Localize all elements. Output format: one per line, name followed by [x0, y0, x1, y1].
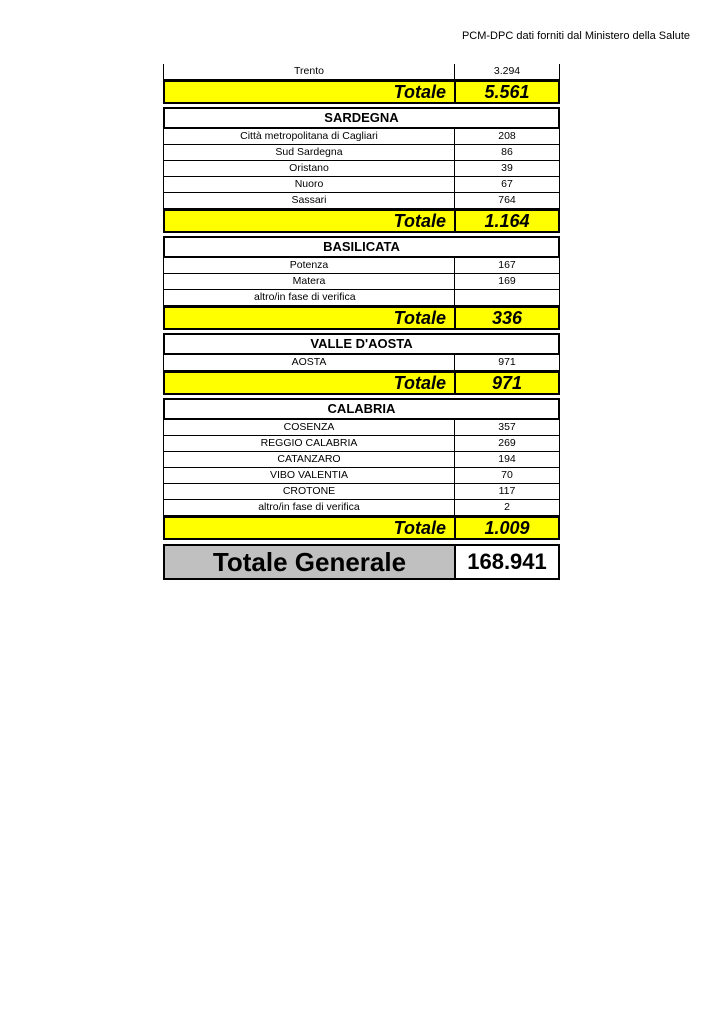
- table-row: [163, 274, 560, 290]
- total-value: 971: [491, 373, 523, 393]
- region-total-row: [163, 371, 560, 395]
- table-row: [163, 468, 560, 484]
- province-name: altro/in fase di verifica: [164, 290, 455, 305]
- table-row: [163, 177, 560, 193]
- province-name: Oristano: [164, 161, 455, 176]
- table-row: [163, 145, 560, 161]
- table-row: [163, 290, 560, 306]
- grand-total-label: Totale Generale: [165, 546, 456, 578]
- total-label: Totale: [165, 308, 456, 328]
- region-total-row: [163, 306, 560, 330]
- region-header-sardegna: SARDEGNA: [163, 107, 560, 129]
- total-label: Totale: [165, 82, 456, 102]
- province-value: 39: [501, 162, 513, 174]
- province-value: 194: [498, 453, 516, 465]
- province-value: 86: [501, 146, 513, 158]
- province-value: 357: [498, 421, 516, 433]
- grand-total-row: [163, 544, 560, 580]
- province-name: Città metropolitana di Cagliari: [164, 129, 455, 144]
- province-value: 208: [498, 130, 516, 142]
- region-total-row: [163, 80, 560, 104]
- total-value: 1.164: [484, 211, 530, 231]
- table-row: [163, 258, 560, 274]
- cases-table: [163, 64, 560, 580]
- table-row: [163, 452, 560, 468]
- total-value: 336: [491, 308, 523, 328]
- province-value: 2: [504, 501, 510, 513]
- table-row: [163, 484, 560, 500]
- province-name: AOSTA: [164, 355, 455, 370]
- province-value: 67: [501, 178, 513, 190]
- table-row: [163, 355, 560, 371]
- region-total-row: [163, 209, 560, 233]
- table-row: [163, 64, 560, 80]
- province-value: 764: [498, 194, 516, 206]
- province-name: Nuoro: [164, 177, 455, 192]
- province-name: Potenza: [164, 258, 455, 273]
- grand-total-value: 168.941: [467, 549, 547, 574]
- total-label: Totale: [165, 518, 456, 538]
- province-name: Sassari: [164, 193, 455, 208]
- province-name: CROTONE: [164, 484, 455, 499]
- table-row: [163, 436, 560, 452]
- province-name: REGGIO CALABRIA: [164, 436, 455, 451]
- province-name: VIBO VALENTIA: [164, 468, 455, 483]
- total-label: Totale: [165, 211, 456, 231]
- province-value: 167: [498, 259, 516, 271]
- source-header: PCM-DPC dati forniti dal Ministero della Salute: [461, 30, 690, 42]
- province-value: 269: [498, 437, 516, 449]
- table-row: [163, 193, 560, 209]
- total-value: 5.561: [484, 82, 530, 102]
- province-name: Trento: [164, 64, 455, 79]
- region-header-calabria: CALABRIA: [163, 398, 560, 420]
- region-header-valle-aosta: VALLE D'AOSTA: [163, 333, 560, 355]
- table-row: [163, 420, 560, 436]
- province-value: 971: [498, 356, 516, 368]
- region-total-row: [163, 516, 560, 540]
- province-name: CATANZARO: [164, 452, 455, 467]
- province-value: 169: [498, 275, 516, 287]
- province-value: 70: [501, 469, 513, 481]
- province-value: 117: [498, 485, 516, 497]
- table-row: [163, 500, 560, 516]
- total-label: Totale: [165, 373, 456, 393]
- province-name: Matera: [164, 274, 455, 289]
- province-name: altro/in fase di verifica: [164, 500, 455, 515]
- province-value: [455, 290, 559, 305]
- province-name: Sud Sardegna: [164, 145, 455, 160]
- region-header-basilicata: BASILICATA: [163, 236, 560, 258]
- province-name: COSENZA: [164, 420, 455, 435]
- table-row: [163, 161, 560, 177]
- table-row: [163, 129, 560, 145]
- province-value: 3.294: [493, 65, 521, 77]
- total-value: 1.009: [484, 518, 530, 538]
